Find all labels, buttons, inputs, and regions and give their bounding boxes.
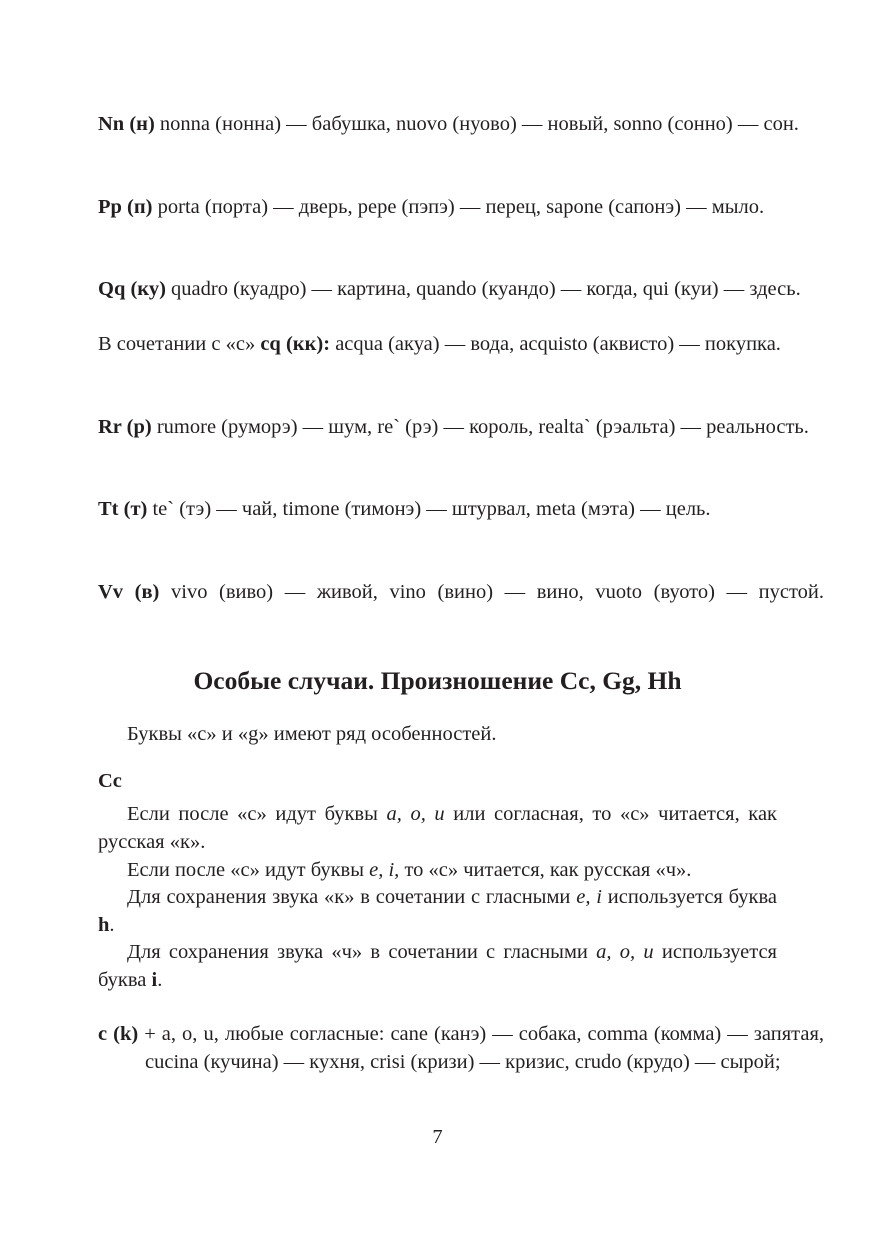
letter-examples: porta (порта) — дверь, pepe (пэпэ) — перец, sapone (сапонэ) — мыло. [152,196,765,218]
letter-examples: nonna (нонна) — бабушка, nuovo (нуово) — новый, sonno (сонно) — сон. [154,113,799,135]
subheading-cc: Cc [98,770,122,792]
rule-paragraph [98,938,777,994]
letter-entry-rr [98,413,824,441]
letter-head: Qq (ку) [98,278,166,300]
letter-entry-tt [98,495,824,523]
letter-head: Vv (в) [98,581,160,603]
rule-bold-letter: h [98,914,110,936]
section-heading: Особые случаи. Произношение Cc, Gg, Hh [193,666,682,695]
rule-text: используется буква [98,941,777,991]
rule-text: Для сохранения звука «ч» в сочетании с гласными [127,941,597,963]
letter-head: Nn (н) [98,113,155,135]
rule-letters: a, o, u [386,803,445,825]
rule-text: используется буква [601,886,778,908]
rule-text: . [109,914,115,936]
page-number: 7 [432,1126,443,1148]
letter-examples: te` (тэ) — чай, timone (тимонэ) — штурвал, meta (мэта) — цель. [147,498,711,520]
book-page [98,0,824,1241]
letter-entry-vv [98,578,824,606]
example-entry-c [98,1020,824,1076]
rule-bold-letter: i [151,969,158,991]
rule-text: или согласная, то «c» читается, как русская «к». [98,803,777,853]
letter-entry-pp [98,193,824,221]
letter-examples: vivo (виво) — живой, vino (вино) — вино, vuoto (вуото) — пустой. [159,581,824,603]
letter-entry-nn [98,110,824,138]
example-text: + a, o, u, любые согласные: cane (канэ) — собака, comma (комма) — запятая, cucina (кучина) — кухня, crisi (кризи) — кризис, crudo (крудо) — сырой; [138,1023,824,1073]
combo-prefix: В сочетании с «c» [98,333,261,355]
example-head: c (k) [98,1023,139,1045]
rule-text: то «c» читается, как русская «ч». [399,859,692,881]
letter-head: Tt (т) [98,498,148,520]
letter-examples: quadro (куадро) — картина, quando (куандо) — когда, qui (куи) — здесь. [165,278,801,300]
letter-head: Pp (п) [98,196,153,218]
letter-entry-qq [98,275,824,303]
rule-text: Для сохранения звука «к» в сочетании с гласными [127,886,577,908]
rule-text: Если после «c» идут буквы [127,859,370,881]
rule-letters: e, i, [369,859,400,881]
rule-paragraph [98,856,777,884]
combo-head: cq (кк): [260,333,331,355]
rule-text: Если после «c» идут буквы [127,803,387,825]
rule-letters: e, i [576,886,602,908]
letter-head: Rr (р) [98,416,152,438]
rule-paragraph [98,800,777,856]
intro-paragraph: Буквы «c» и «g» имеют ряд особенностей. [127,723,497,745]
rule-text: . [157,969,163,991]
rule-paragraph [98,883,777,939]
qq-combination-note [98,330,824,358]
rule-letters: a, o, u [596,941,654,963]
combo-examples: acqua (акуа) — вода, acquisto (аквисто) — покупка. [330,333,781,355]
letter-examples: rumore (руморэ) — шум, re` (рэ) — король, realta` (рэальта) — реальность. [151,416,809,438]
